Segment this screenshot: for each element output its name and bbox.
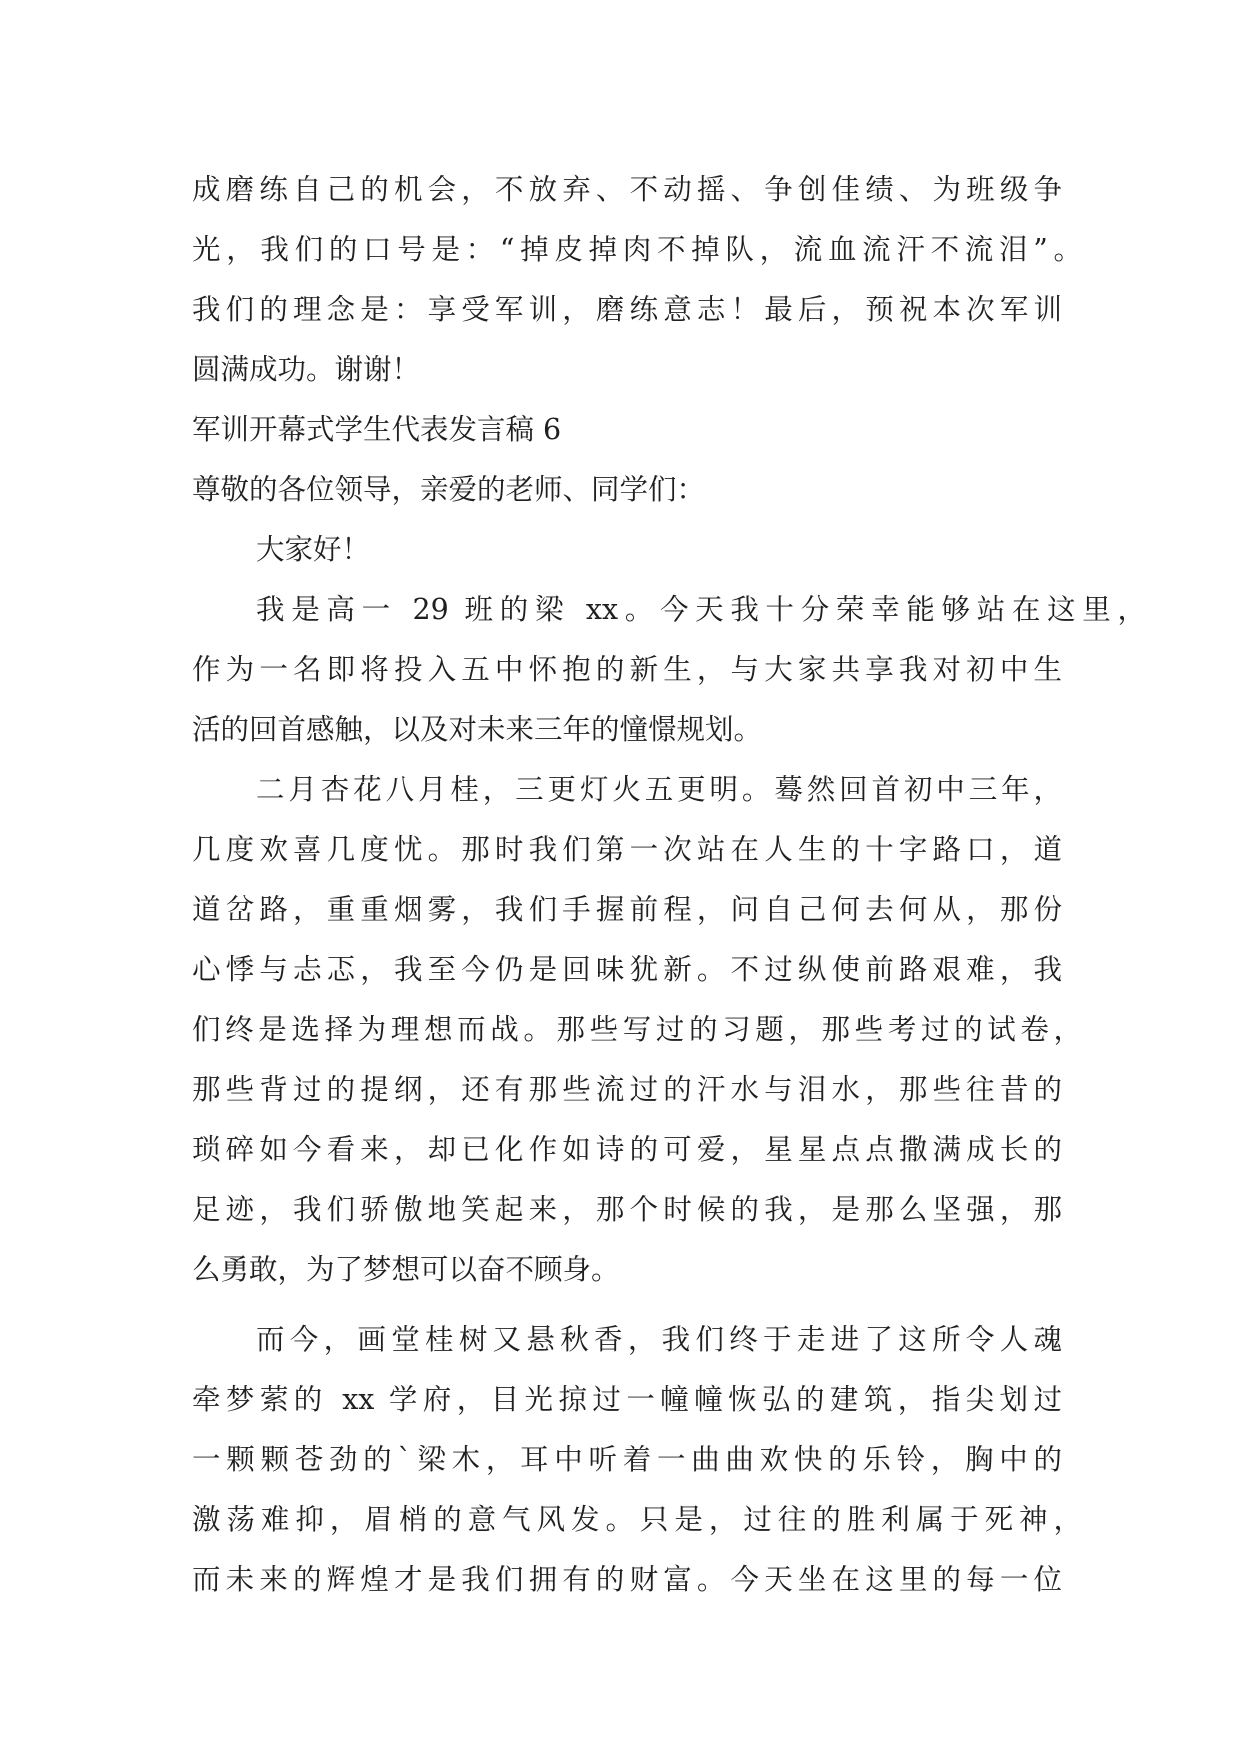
section-heading: 军训开幕式学生代表发言稿 6 bbox=[192, 413, 562, 446]
text-line: 足迹，我们骄傲地笑起来，那个时候的我，是那么坚强，那 bbox=[192, 1193, 1062, 1226]
text-line: 圆满成功。谢谢！ bbox=[192, 353, 421, 386]
text-line: 牵梦萦的 xx 学府，目光掠过一幢幢恢弘的建筑，指尖划过 bbox=[192, 1383, 1062, 1416]
document-body bbox=[192, 160, 1146, 1610]
text-line: 而未来的辉煌才是我们拥有的财富。今天坐在这里的每一位 bbox=[192, 1563, 1062, 1596]
text-line: 激荡难抑，眉梢的意气风发。只是，过往的胜利属于死神， bbox=[192, 1503, 1082, 1536]
paragraph-gap bbox=[192, 1300, 1062, 1310]
text-line: 道岔路，重重烟雾，我们手握前程，问自己何去何从，那份 bbox=[192, 893, 1062, 926]
text-line: 成磨练自己的机会，不放弃、不动摇、争创佳绩、为班级争 bbox=[192, 173, 1062, 206]
text-line: 而今，画堂桂树又悬秋香，我们终于走进了这所令人魂 bbox=[256, 1323, 1062, 1356]
text-line: 心悸与忐忑，我至今仍是回味犹新。不过纵使前路艰难，我 bbox=[192, 953, 1062, 986]
text-line: 作为一名即将投入五中怀抱的新生，与大家共享我对初中生 bbox=[192, 653, 1062, 686]
text-line: 活的回首感触，以及对未来三年的憧憬规划。 bbox=[192, 713, 763, 746]
text-line: 们终是选择为理想而战。那些写过的习题，那些考过的试卷， bbox=[192, 1013, 1082, 1046]
text-line: 那些背过的提纲，还有那些流过的汗水与泪水，那些往昔的 bbox=[192, 1073, 1062, 1106]
text-line: 一颗颗苍劲的`梁木，耳中听着一曲曲欢快的乐铃，胸中的 bbox=[192, 1443, 1062, 1476]
text-line: 我们的理念是：享受军训，磨练意志！最后，预祝本次军训 bbox=[192, 293, 1062, 326]
text-line: 么勇敢，为了梦想可以奋不顾身。 bbox=[192, 1253, 620, 1286]
salutation: 尊敬的各位领导，亲爱的老师、同学们： bbox=[192, 473, 706, 506]
greeting: 大家好！ bbox=[256, 533, 371, 566]
text-line: 光，我们的口号是：“掉皮掉肉不掉队，流血流汗不流泪”。 bbox=[192, 233, 1082, 266]
text-line: 我是高一 29 班的梁 xx。今天我十分荣幸能够站在这里， bbox=[256, 593, 1146, 626]
text-line: 二月杏花八月桂，三更灯火五更明。蓦然回首初中三年， bbox=[256, 773, 1062, 806]
text-line: 琐碎如今看来，却已化作如诗的可爱，星星点点撒满成长的 bbox=[192, 1133, 1062, 1166]
text-line: 几度欢喜几度忧。那时我们第一次站在人生的十字路口，道 bbox=[192, 833, 1062, 866]
